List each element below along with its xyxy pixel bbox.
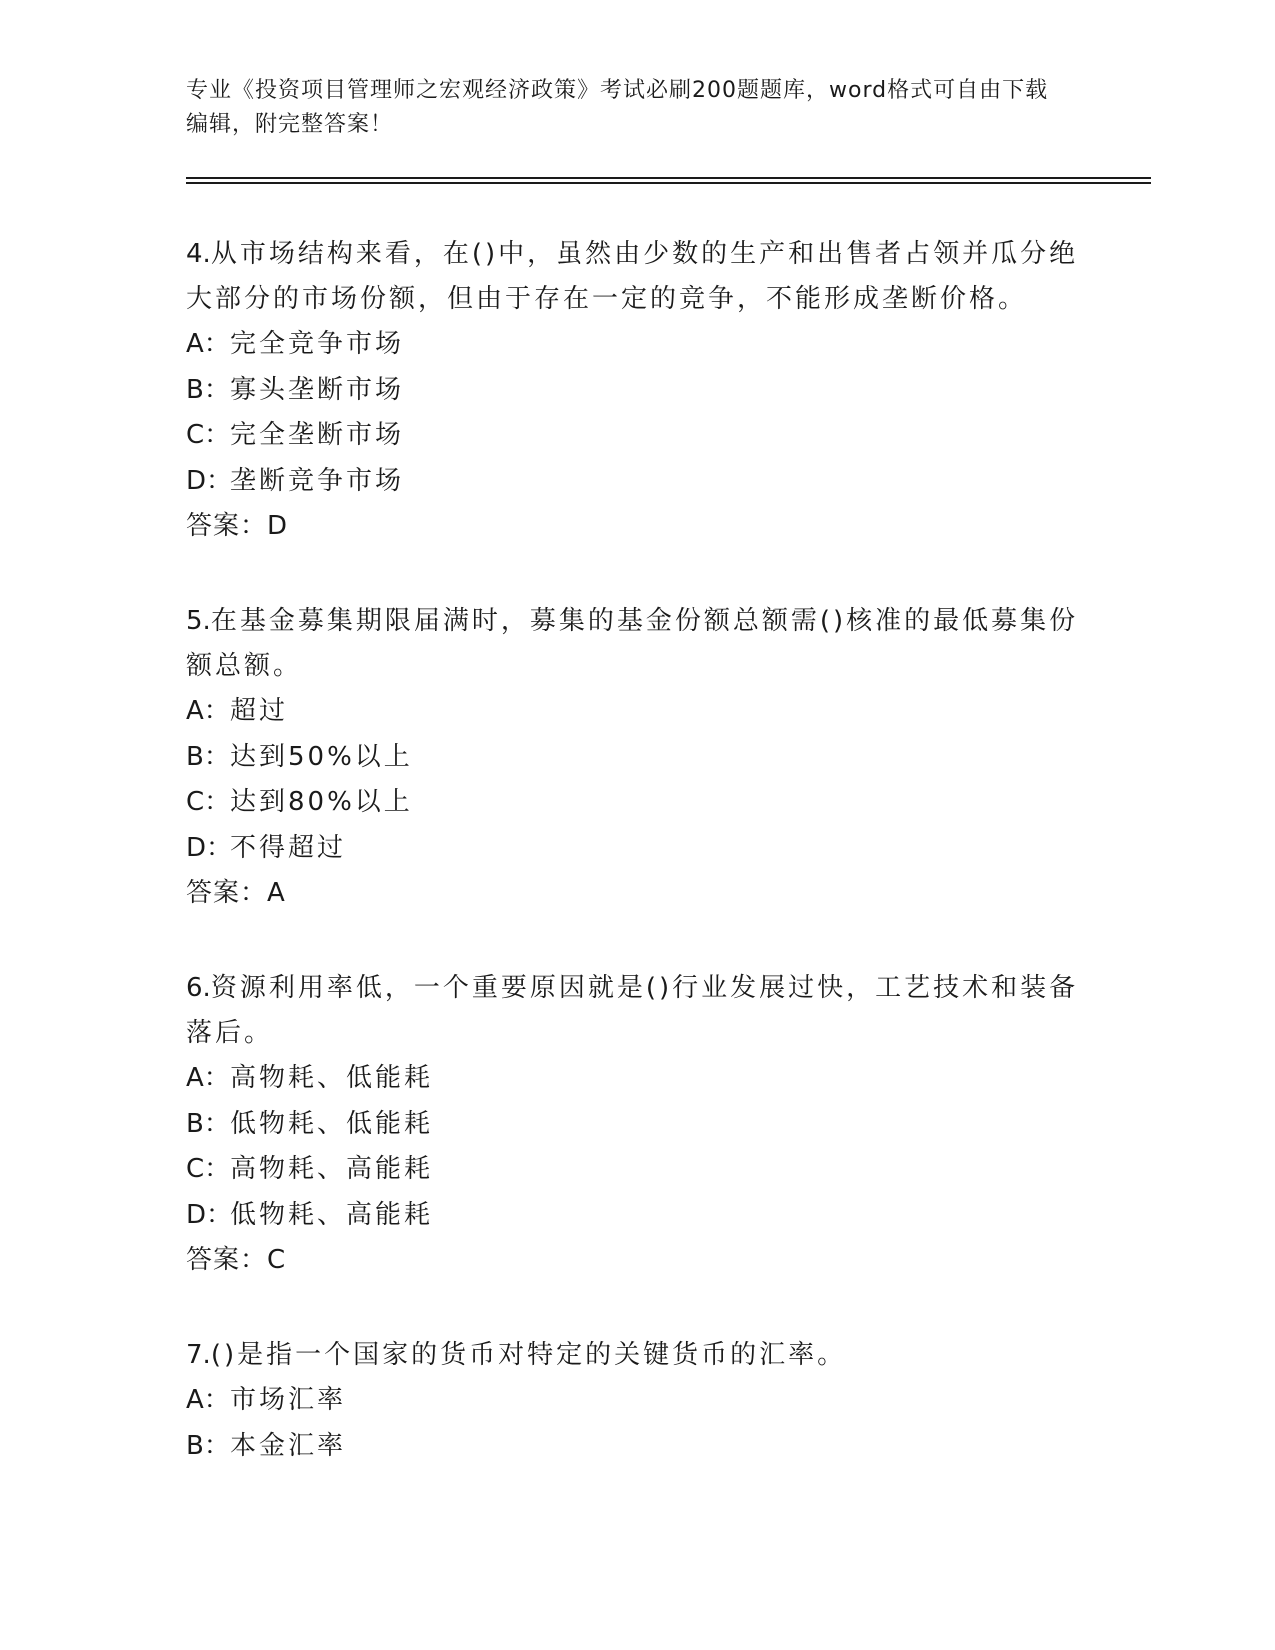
question-6 — [186, 966, 1086, 1283]
header-divider-bottom — [186, 182, 1151, 184]
option-b — [186, 1102, 1086, 1148]
question-number: 7. — [186, 1340, 211, 1370]
option-key: D： — [186, 832, 233, 863]
option-text: 低物耗、高能耗 — [230, 1199, 434, 1230]
option-key: A： — [186, 329, 230, 359]
option-c — [186, 780, 1086, 826]
question-list — [186, 232, 1086, 1519]
option-a — [186, 689, 1086, 735]
option-text: 达到50%以上 — [230, 741, 413, 772]
option-text: 寡头垄断市场 — [230, 374, 405, 405]
option-text: 高物耗、低能耗 — [230, 1063, 434, 1093]
question-stem — [186, 1333, 1086, 1378]
question-4 — [186, 232, 1086, 549]
option-text: 高物耗、高能耗 — [230, 1154, 434, 1184]
option-text: 低物耗、低能耗 — [230, 1108, 434, 1139]
option-text: 本金汇率 — [230, 1430, 347, 1461]
question-text: ()是指一个国家的货币对特定的关键货币的汇率。 — [210, 1340, 847, 1370]
option-text: 垄断竞争市场 — [230, 465, 405, 496]
option-text: 完全竞争市场 — [230, 329, 405, 359]
question-number: 6. — [186, 973, 211, 1003]
question-number: 5. — [186, 606, 211, 636]
option-text: 完全垄断市场 — [230, 420, 405, 450]
option-key: A： — [186, 1385, 230, 1415]
option-c — [186, 1147, 1086, 1193]
option-key: A： — [186, 1063, 230, 1093]
question-stem — [186, 232, 1086, 322]
option-text: 市场汇率 — [230, 1385, 347, 1415]
option-key: A： — [186, 696, 230, 726]
option-key: C： — [186, 420, 231, 450]
option-key: B： — [186, 374, 230, 405]
option-key: B： — [186, 1108, 230, 1139]
option-c — [186, 413, 1086, 459]
option-b — [186, 1424, 1086, 1470]
question-stem — [186, 966, 1086, 1056]
answer-line: 答案：C — [186, 1245, 287, 1275]
option-text: 不得超过 — [230, 832, 347, 863]
option-key: B： — [186, 1430, 230, 1461]
question-stem — [186, 599, 1086, 689]
question-7 — [186, 1333, 1086, 1469]
question-text: 在基金募集期限届满时，募集的基金份额总额需()核准的最低募集份额总额。 — [186, 606, 1079, 681]
question-number: 4. — [186, 239, 211, 269]
option-text: 超过 — [230, 696, 289, 726]
option-d — [186, 1193, 1086, 1239]
option-key: D： — [186, 1199, 233, 1230]
option-key: D： — [186, 465, 233, 496]
option-a — [186, 1378, 1086, 1424]
question-text: 从市场结构来看，在()中，虽然由少数的生产和出售者占领并瓜分绝大部分的市场份额，但由于存在一定的竞争，不能形成垄断价格。 — [186, 239, 1079, 314]
option-a — [186, 1056, 1086, 1102]
option-key: C： — [186, 1154, 231, 1184]
option-d — [186, 459, 1086, 505]
document-header: 专业《投资项目管理师之宏观经济政策》考试必刷200题题库，word格式可自由下载编辑，附完整答案！ — [186, 78, 1049, 137]
answer-line: 答案：D — [186, 511, 289, 541]
option-text: 达到80%以上 — [230, 787, 413, 817]
option-d — [186, 826, 1086, 872]
option-key: B： — [186, 741, 230, 772]
answer-line: 答案：A — [186, 878, 286, 908]
question-5 — [186, 599, 1086, 916]
option-a — [186, 322, 1086, 368]
option-b — [186, 735, 1086, 781]
option-b — [186, 368, 1086, 414]
option-key: C： — [186, 787, 231, 817]
header-divider-top — [186, 177, 1151, 179]
question-text: 资源利用率低，一个重要原因就是()行业发展过快，工艺技术和装备落后。 — [186, 973, 1079, 1048]
